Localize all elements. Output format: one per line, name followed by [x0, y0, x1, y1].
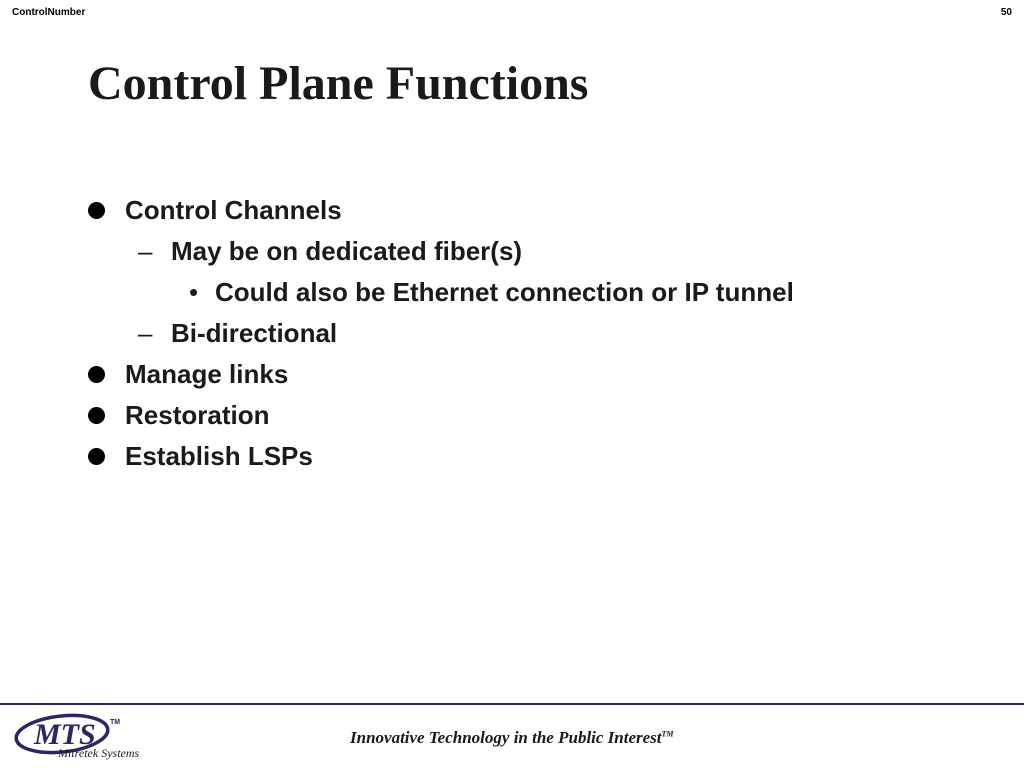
bullet-item-ethernet-connection [88, 272, 988, 313]
bullet-text: Control Channels [125, 195, 342, 225]
bullet-dot-icon [88, 436, 105, 477]
bullet-item-restoration [88, 395, 988, 436]
logo-company-name: Mitretek Systems [58, 746, 140, 760]
dash-bullet-icon: – [138, 236, 153, 266]
bullet-text: Establish LSPs [125, 441, 313, 471]
bullet-text: Restoration [125, 400, 270, 430]
tagline-trademark: TM [661, 729, 674, 739]
dash-bullet-icon: – [138, 318, 153, 348]
bullet-text: May be on dedicated fiber(s) [171, 236, 523, 266]
footer-tagline [350, 728, 674, 748]
small-bullet-icon: • [189, 277, 199, 307]
bullet-list [88, 190, 988, 477]
logo-mark: MTS [34, 718, 96, 751]
mitretek-logo [12, 710, 162, 762]
slide-title: Control Plane Functions [88, 57, 589, 110]
bullet-dot-icon [88, 190, 105, 231]
footer-divider [0, 703, 1024, 705]
bullet-dot-icon [88, 395, 105, 436]
bullet-dot-icon [88, 354, 105, 395]
bullet-text: Bi-directional [171, 318, 338, 348]
bullet-item-dedicated-fiber [88, 231, 988, 272]
tagline-text: Innovative Technology in the Public Interest [350, 728, 662, 747]
logo-trademark: TM [110, 719, 121, 726]
header-control-number: ControlNumber [12, 7, 86, 18]
bullet-text: Manage links [125, 359, 289, 389]
bullet-item-bi-directional [88, 313, 988, 354]
bullet-text: Could also be Ethernet connection or IP tunnel [215, 277, 794, 307]
bullet-item-control-channels [88, 190, 988, 231]
bullet-item-establish-lsps [88, 436, 988, 477]
slide-number: 50 [1000, 7, 1012, 18]
bullet-item-manage-links [88, 354, 988, 395]
